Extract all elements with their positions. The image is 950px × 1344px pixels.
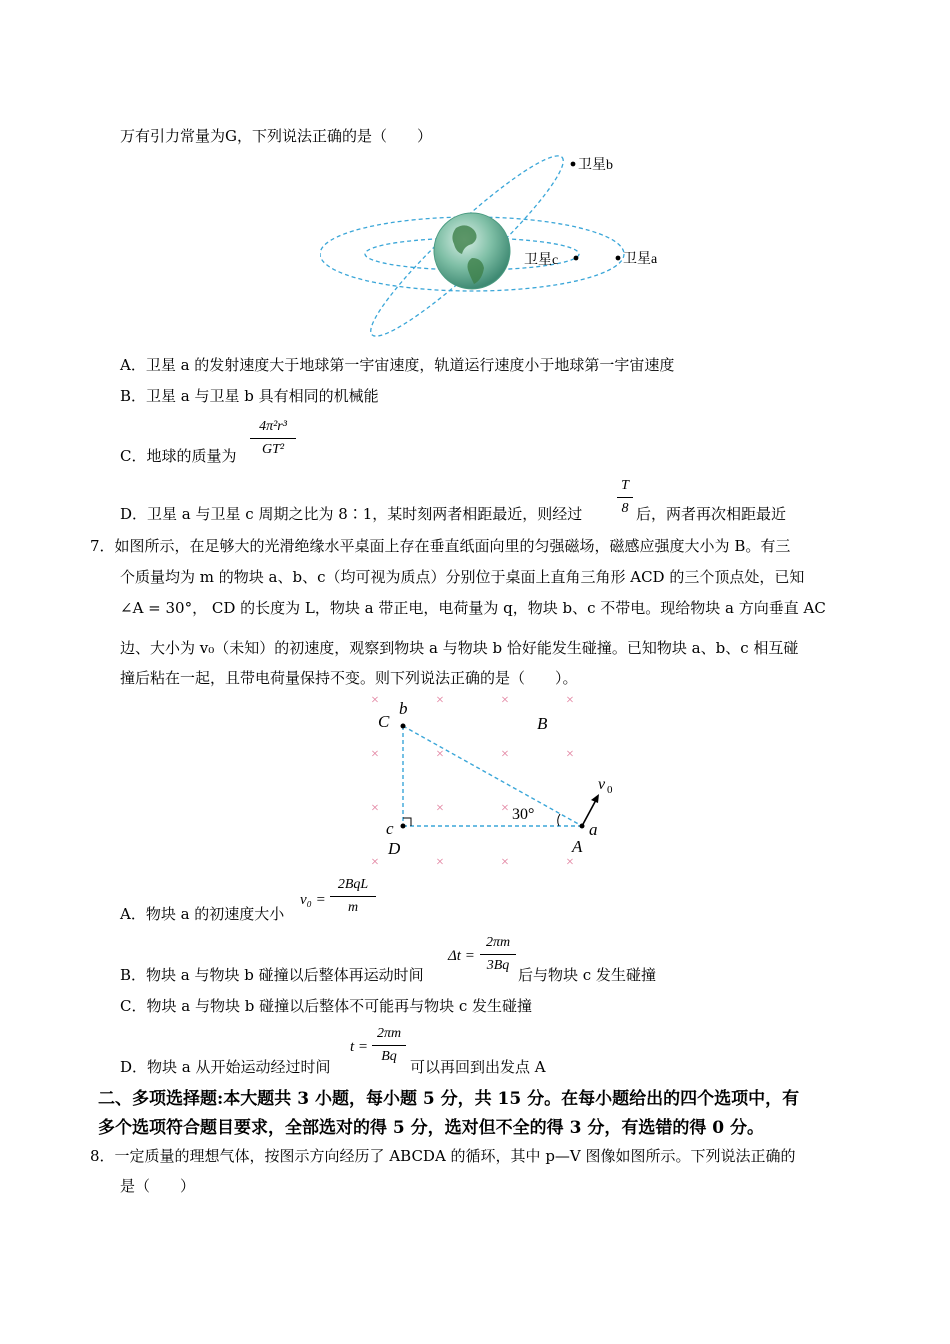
label-D: D [388,839,401,858]
q6-intro: 万有引力常量为G，下列说法正确的是（ ） [120,127,432,145]
q7-line3: ∠A = 30°， CD 的长度为 L，物块 a 带正电，电荷量为 q，物块 b、c 不带电。现给物块 a 方向垂直 AC [120,599,826,617]
q7-d-fraction [372,1025,406,1066]
q8-line2: 是（ ） [120,1177,196,1195]
q7-option-d-post: 可以再回到出发点 A [410,1058,546,1076]
q6-option-c: C．地球的质量为 [120,447,237,465]
label-a: a [589,820,598,839]
q7-a-den: m [347,900,359,915]
field-cross: × [501,747,509,762]
label-angle: 30° [512,806,535,823]
q6-option-d: D．卫星 a 与卫星 c 周期之比为 8∶1，某时刻两者相距最近，则经过 [120,505,583,523]
magnetic-field-figure [360,692,630,872]
q7-b-num: 2πm [485,935,511,950]
field-cross: × [566,747,574,762]
q7-a-num: 2BqL [337,877,369,892]
field-cross: × [371,747,379,762]
q6-option-a: A．卫星 a 的发射速度大于地球第一宇宙速度，轨道运行速度小于地球第一宇宙速度 [120,356,675,374]
section2-line2: 多个选项符合题目要求，全部选对的得 5 分，选对但不全的得 3 分，有选错的得 0 分。 [98,1118,764,1138]
q7-d-den: Bq [381,1049,397,1064]
label-c: c [386,819,394,838]
label-sat-a: 卫星a [623,252,658,267]
label-b: b [399,699,408,718]
q7-line1: 7．如图所示，在足够大的光滑绝缘水平桌面上存在垂直纸面向里的匀强磁场，磁感应强度大小为 B。有三 [90,537,791,555]
label-v0-sub: 0 [607,784,613,796]
label-B: B [537,714,548,733]
q7-b-lhs: Δt = [448,948,475,964]
q7-line2: 个质量均为 m 的物块 a、b、c（均可视为质点）分别位于桌面上直角三角形 ACD 的三个顶点处，已知 [120,568,805,586]
section2-line1: 二、多项选择题:本大题共 3 小题，每小题 5 分，共 15 分。在每小题给出的四个选项中，有 [98,1089,800,1109]
q7-b-fraction [480,934,516,975]
q8-line1: 8．一定质量的理想气体，按图示方向经历了 ABCDA 的循环，其中 p—V 图像如图所示。下列说法正确的 [90,1147,796,1165]
q6-c-fraction [250,418,296,459]
q7-option-d: D．物块 a 从开始运动经过时间 [120,1058,331,1076]
label-C: C [378,712,390,731]
field-cross: × [371,693,379,708]
q6-c-den: GT² [261,442,285,457]
q6-d-den: 8 [621,501,629,516]
q6-option-b: B．卫星 a 与卫星 b 具有相同的机械能 [120,387,379,405]
q7-a-fraction [330,876,376,917]
field-cross: × [436,693,444,708]
field-cross: × [436,801,444,816]
field-cross: × [566,693,574,708]
field-cross: × [566,855,574,870]
label-A: A [572,837,583,856]
field-cross: × [371,855,379,870]
field-cross: × [501,801,509,816]
q6-d-num: T [621,478,629,493]
q6-d-fraction [617,477,633,518]
field-cross: × [436,855,444,870]
q7-d-num: 2πm [376,1026,402,1041]
q7-option-b: B．物块 a 与物块 b 碰撞以后整体再运动时间 [120,966,424,984]
label-sat-c: 卫星c [524,253,559,268]
q7-option-a: A．物块 a 的初速度大小 [120,905,285,923]
q7-line4: 边、大小为 v₀（未知）的初速度，观察到物块 a 与物块 b 恰好能发生碰撞。已知物块 a、b、c 相互碰 [120,639,799,657]
field-cross: × [501,855,509,870]
q7-option-c: C．物块 a 与物块 b 碰撞以后整体不可能再与物块 c 发生碰撞 [120,997,533,1015]
field-cross: × [371,801,379,816]
q7-line5: 撞后粘在一起，且带电荷量保持不变。则下列说法正确的是（ ）。 [120,669,578,687]
satellite-orbit-figure [320,150,680,350]
q7-option-b-post: 后与物块 c 发生碰撞 [518,966,656,984]
q6-option-d-post: 后，两者再次相距最近 [636,505,787,523]
field-cross: × [436,747,444,762]
label-v0: v [598,776,606,793]
q7-b-den: 3Bq [486,958,510,973]
q7-a-lhs: v₀ = [300,892,326,908]
label-sat-b: 卫星b [578,158,613,173]
q7-d-lhs: t = [350,1039,369,1055]
field-cross: × [501,693,509,708]
q6-c-num: 4π²r³ [259,419,287,434]
